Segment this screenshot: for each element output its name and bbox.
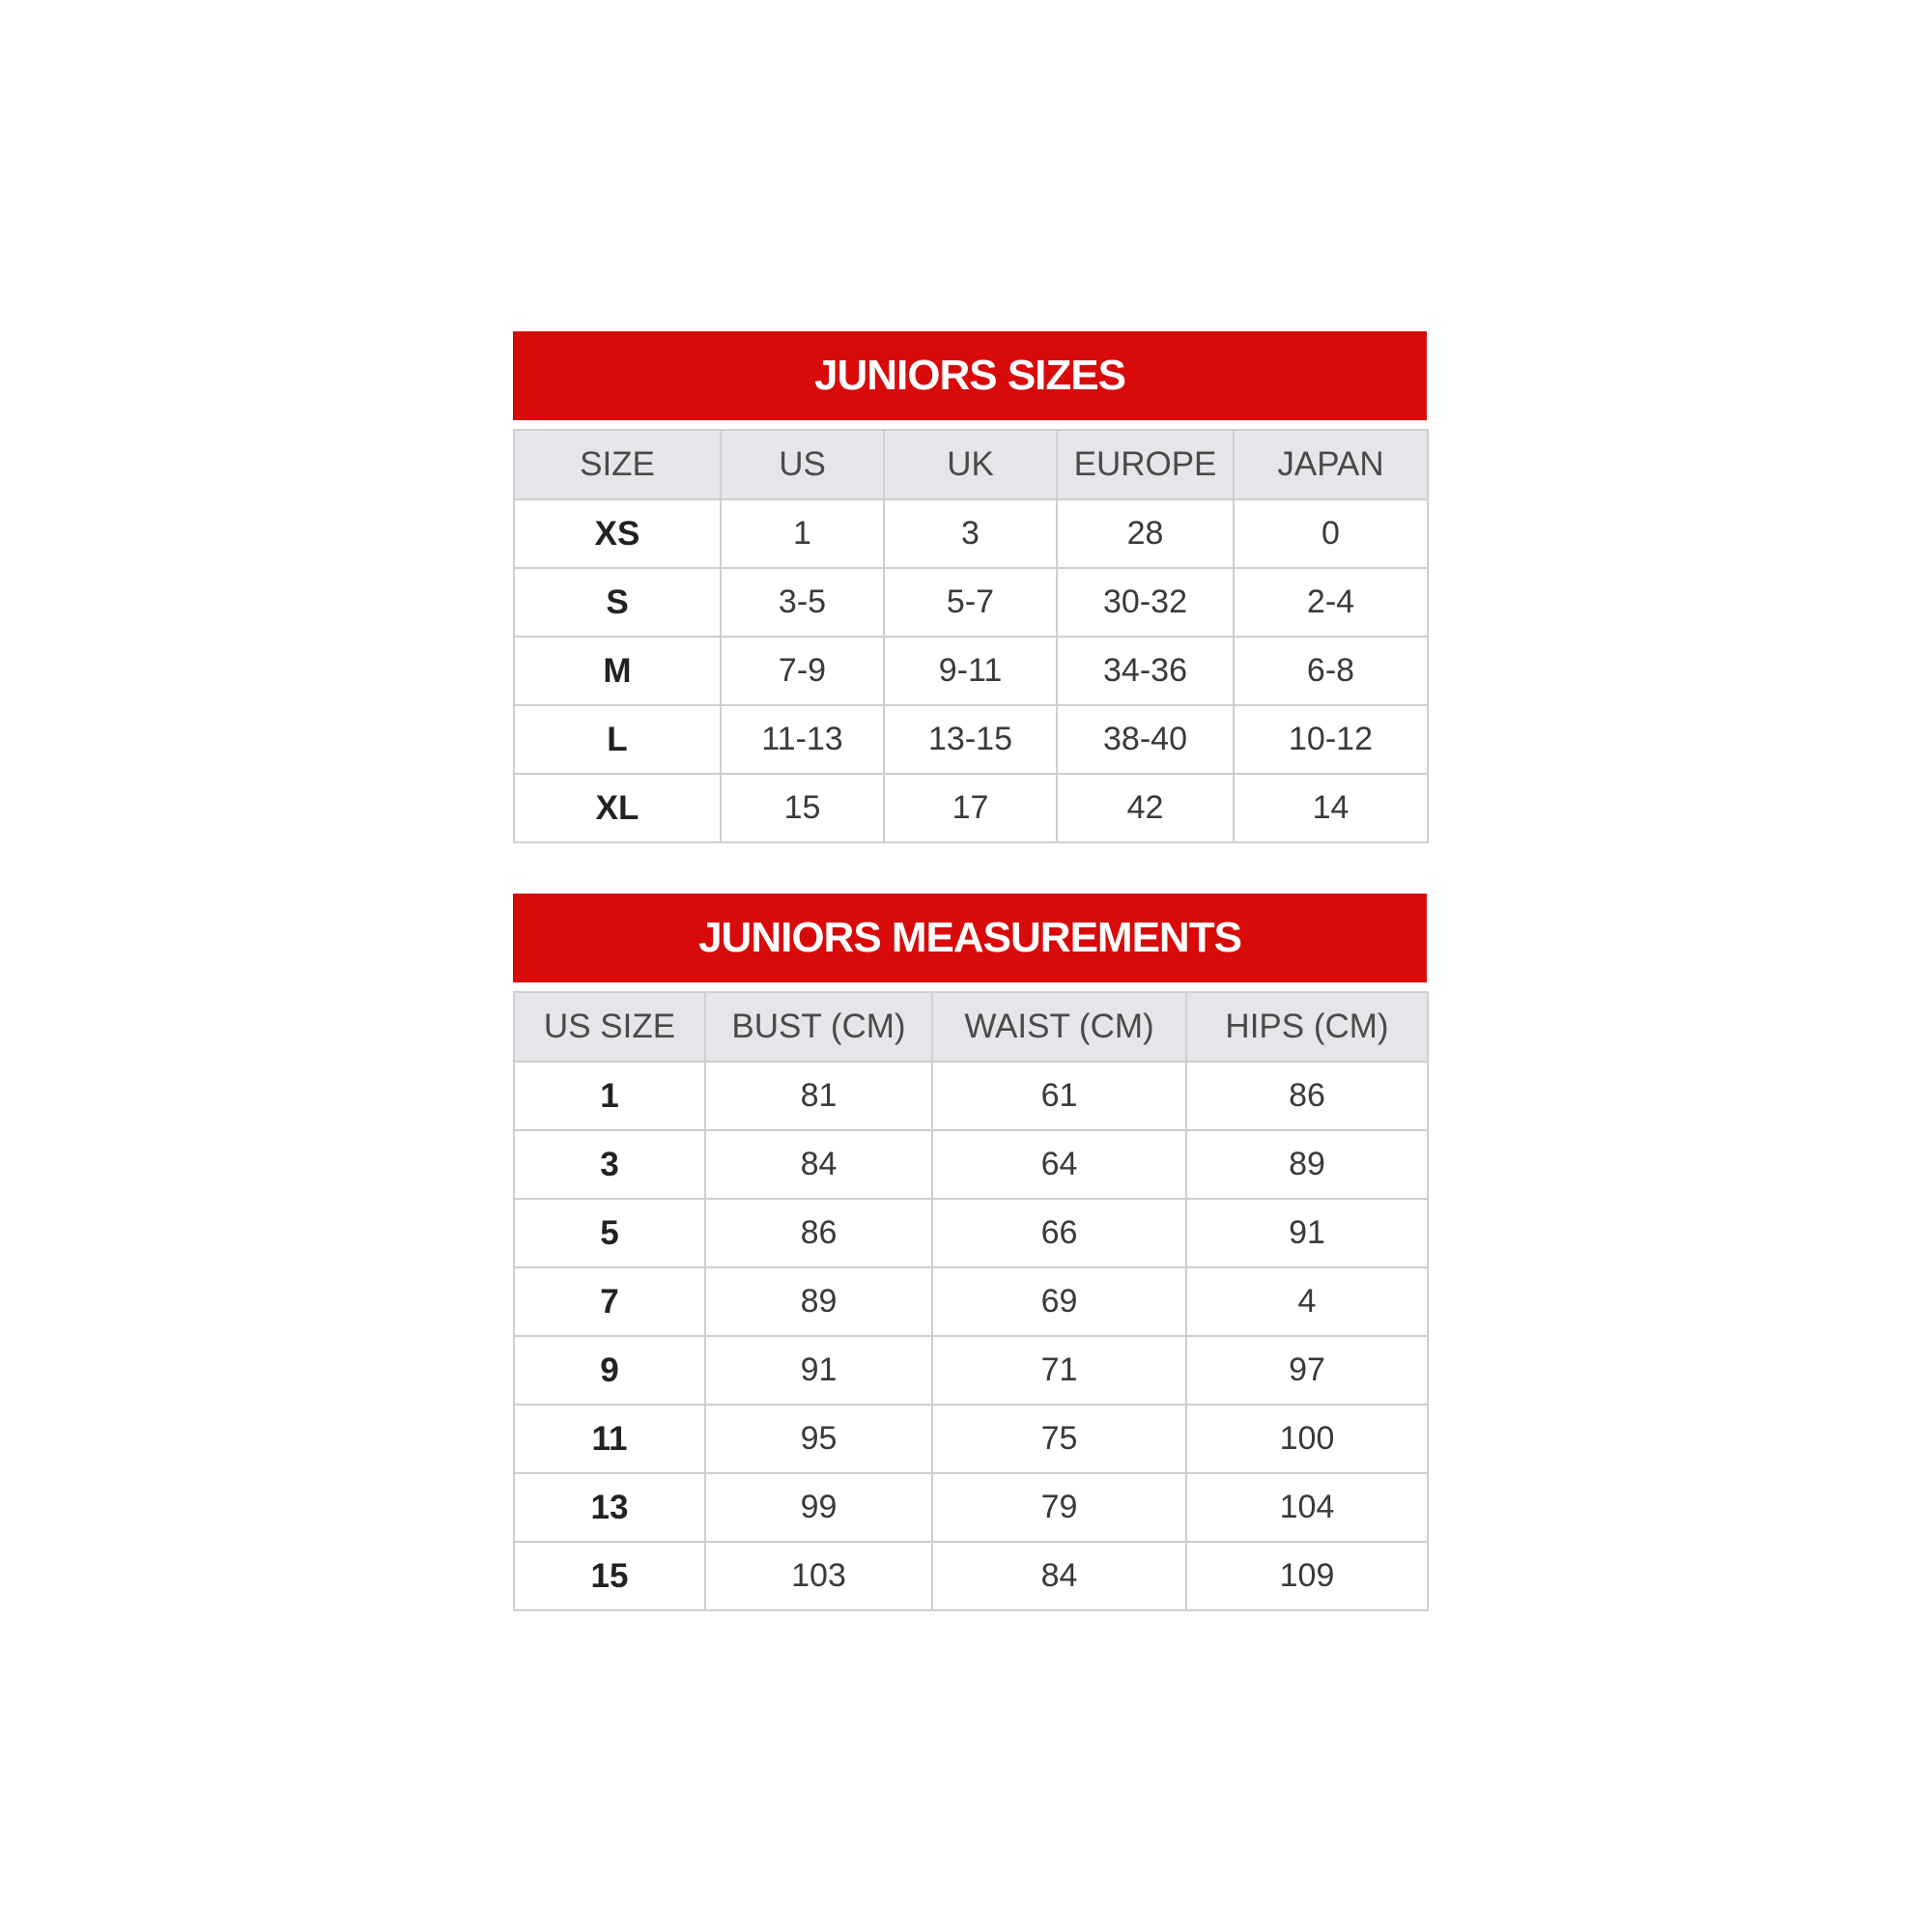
bust-cell: 84	[705, 1130, 932, 1199]
japan-size-cell: 2-4	[1234, 568, 1428, 637]
us-size-cell: 11-13	[721, 705, 884, 774]
column-header-hips: HIPS (CM)	[1186, 992, 1428, 1062]
us-size-cell: 7-9	[721, 637, 884, 705]
size-label: L	[514, 705, 721, 774]
juniors-sizes-table	[513, 429, 1429, 843]
uk-size-cell: 9-11	[884, 637, 1057, 705]
us-size-label: 15	[514, 1542, 705, 1610]
hips-cell: 100	[1186, 1405, 1428, 1473]
hips-cell: 89	[1186, 1130, 1428, 1199]
table-row	[514, 1473, 1428, 1542]
europe-size-cell: 30-32	[1057, 568, 1234, 637]
waist-cell: 61	[932, 1062, 1186, 1130]
table-row	[514, 1336, 1428, 1405]
us-size-label: 9	[514, 1336, 705, 1405]
hips-cell: 104	[1186, 1473, 1428, 1542]
japan-size-cell: 10-12	[1234, 705, 1428, 774]
juniors-measurements-table	[513, 991, 1429, 1611]
table-row	[514, 1062, 1428, 1130]
table-row	[514, 1405, 1428, 1473]
column-header-waist: WAIST (CM)	[932, 992, 1186, 1062]
column-header-bust: BUST (CM)	[705, 992, 932, 1062]
waist-cell: 71	[932, 1336, 1186, 1405]
us-size-cell: 15	[721, 774, 884, 842]
table-row	[514, 637, 1428, 705]
us-size-label: 3	[514, 1130, 705, 1199]
us-size-label: 5	[514, 1199, 705, 1267]
japan-size-cell: 0	[1234, 499, 1428, 568]
column-header-japan: JAPAN	[1234, 430, 1428, 499]
bust-cell: 81	[705, 1062, 932, 1130]
table-row	[514, 1199, 1428, 1267]
us-size-label: 7	[514, 1267, 705, 1336]
uk-size-cell: 17	[884, 774, 1057, 842]
table-row	[514, 705, 1428, 774]
table-row	[514, 774, 1428, 842]
size-label: S	[514, 568, 721, 637]
europe-size-cell: 34-36	[1057, 637, 1234, 705]
us-size-label: 13	[514, 1473, 705, 1542]
waist-cell: 69	[932, 1267, 1186, 1336]
hips-cell: 91	[1186, 1199, 1428, 1267]
juniors-measurements-chart	[513, 894, 1427, 1611]
japan-size-cell: 14	[1234, 774, 1428, 842]
column-header-europe: EUROPE	[1057, 430, 1234, 499]
us-size-label: 1	[514, 1062, 705, 1130]
waist-cell: 79	[932, 1473, 1186, 1542]
hips-cell: 97	[1186, 1336, 1428, 1405]
hips-cell: 4	[1186, 1267, 1428, 1336]
column-header-us-size: US SIZE	[514, 992, 705, 1062]
bust-cell: 89	[705, 1267, 932, 1336]
table-row	[514, 1542, 1428, 1610]
us-size-cell: 1	[721, 499, 884, 568]
table-header-row	[514, 992, 1428, 1062]
bust-cell: 91	[705, 1336, 932, 1405]
uk-size-cell: 13-15	[884, 705, 1057, 774]
us-size-cell: 3-5	[721, 568, 884, 637]
bust-cell: 99	[705, 1473, 932, 1542]
column-header-us: US	[721, 430, 884, 499]
table-row	[514, 568, 1428, 637]
waist-cell: 66	[932, 1199, 1186, 1267]
uk-size-cell: 3	[884, 499, 1057, 568]
waist-cell: 84	[932, 1542, 1186, 1610]
waist-cell: 75	[932, 1405, 1186, 1473]
column-header-size: SIZE	[514, 430, 721, 499]
hips-cell: 86	[1186, 1062, 1428, 1130]
bust-cell: 86	[705, 1199, 932, 1267]
size-label: M	[514, 637, 721, 705]
table-row	[514, 499, 1428, 568]
juniors-sizes-title: JUNIORS SIZES	[513, 331, 1427, 420]
europe-size-cell: 38-40	[1057, 705, 1234, 774]
europe-size-cell: 42	[1057, 774, 1234, 842]
japan-size-cell: 6-8	[1234, 637, 1428, 705]
us-size-label: 11	[514, 1405, 705, 1473]
bust-cell: 95	[705, 1405, 932, 1473]
size-label: XS	[514, 499, 721, 568]
juniors-measurements-title: JUNIORS MEASUREMENTS	[513, 894, 1427, 982]
table-header-row	[514, 430, 1428, 499]
hips-cell: 109	[1186, 1542, 1428, 1610]
bust-cell: 103	[705, 1542, 932, 1610]
europe-size-cell: 28	[1057, 499, 1234, 568]
table-row	[514, 1267, 1428, 1336]
column-header-uk: UK	[884, 430, 1057, 499]
table-row	[514, 1130, 1428, 1199]
size-label: XL	[514, 774, 721, 842]
waist-cell: 64	[932, 1130, 1186, 1199]
uk-size-cell: 5-7	[884, 568, 1057, 637]
juniors-sizes-chart	[513, 331, 1427, 843]
